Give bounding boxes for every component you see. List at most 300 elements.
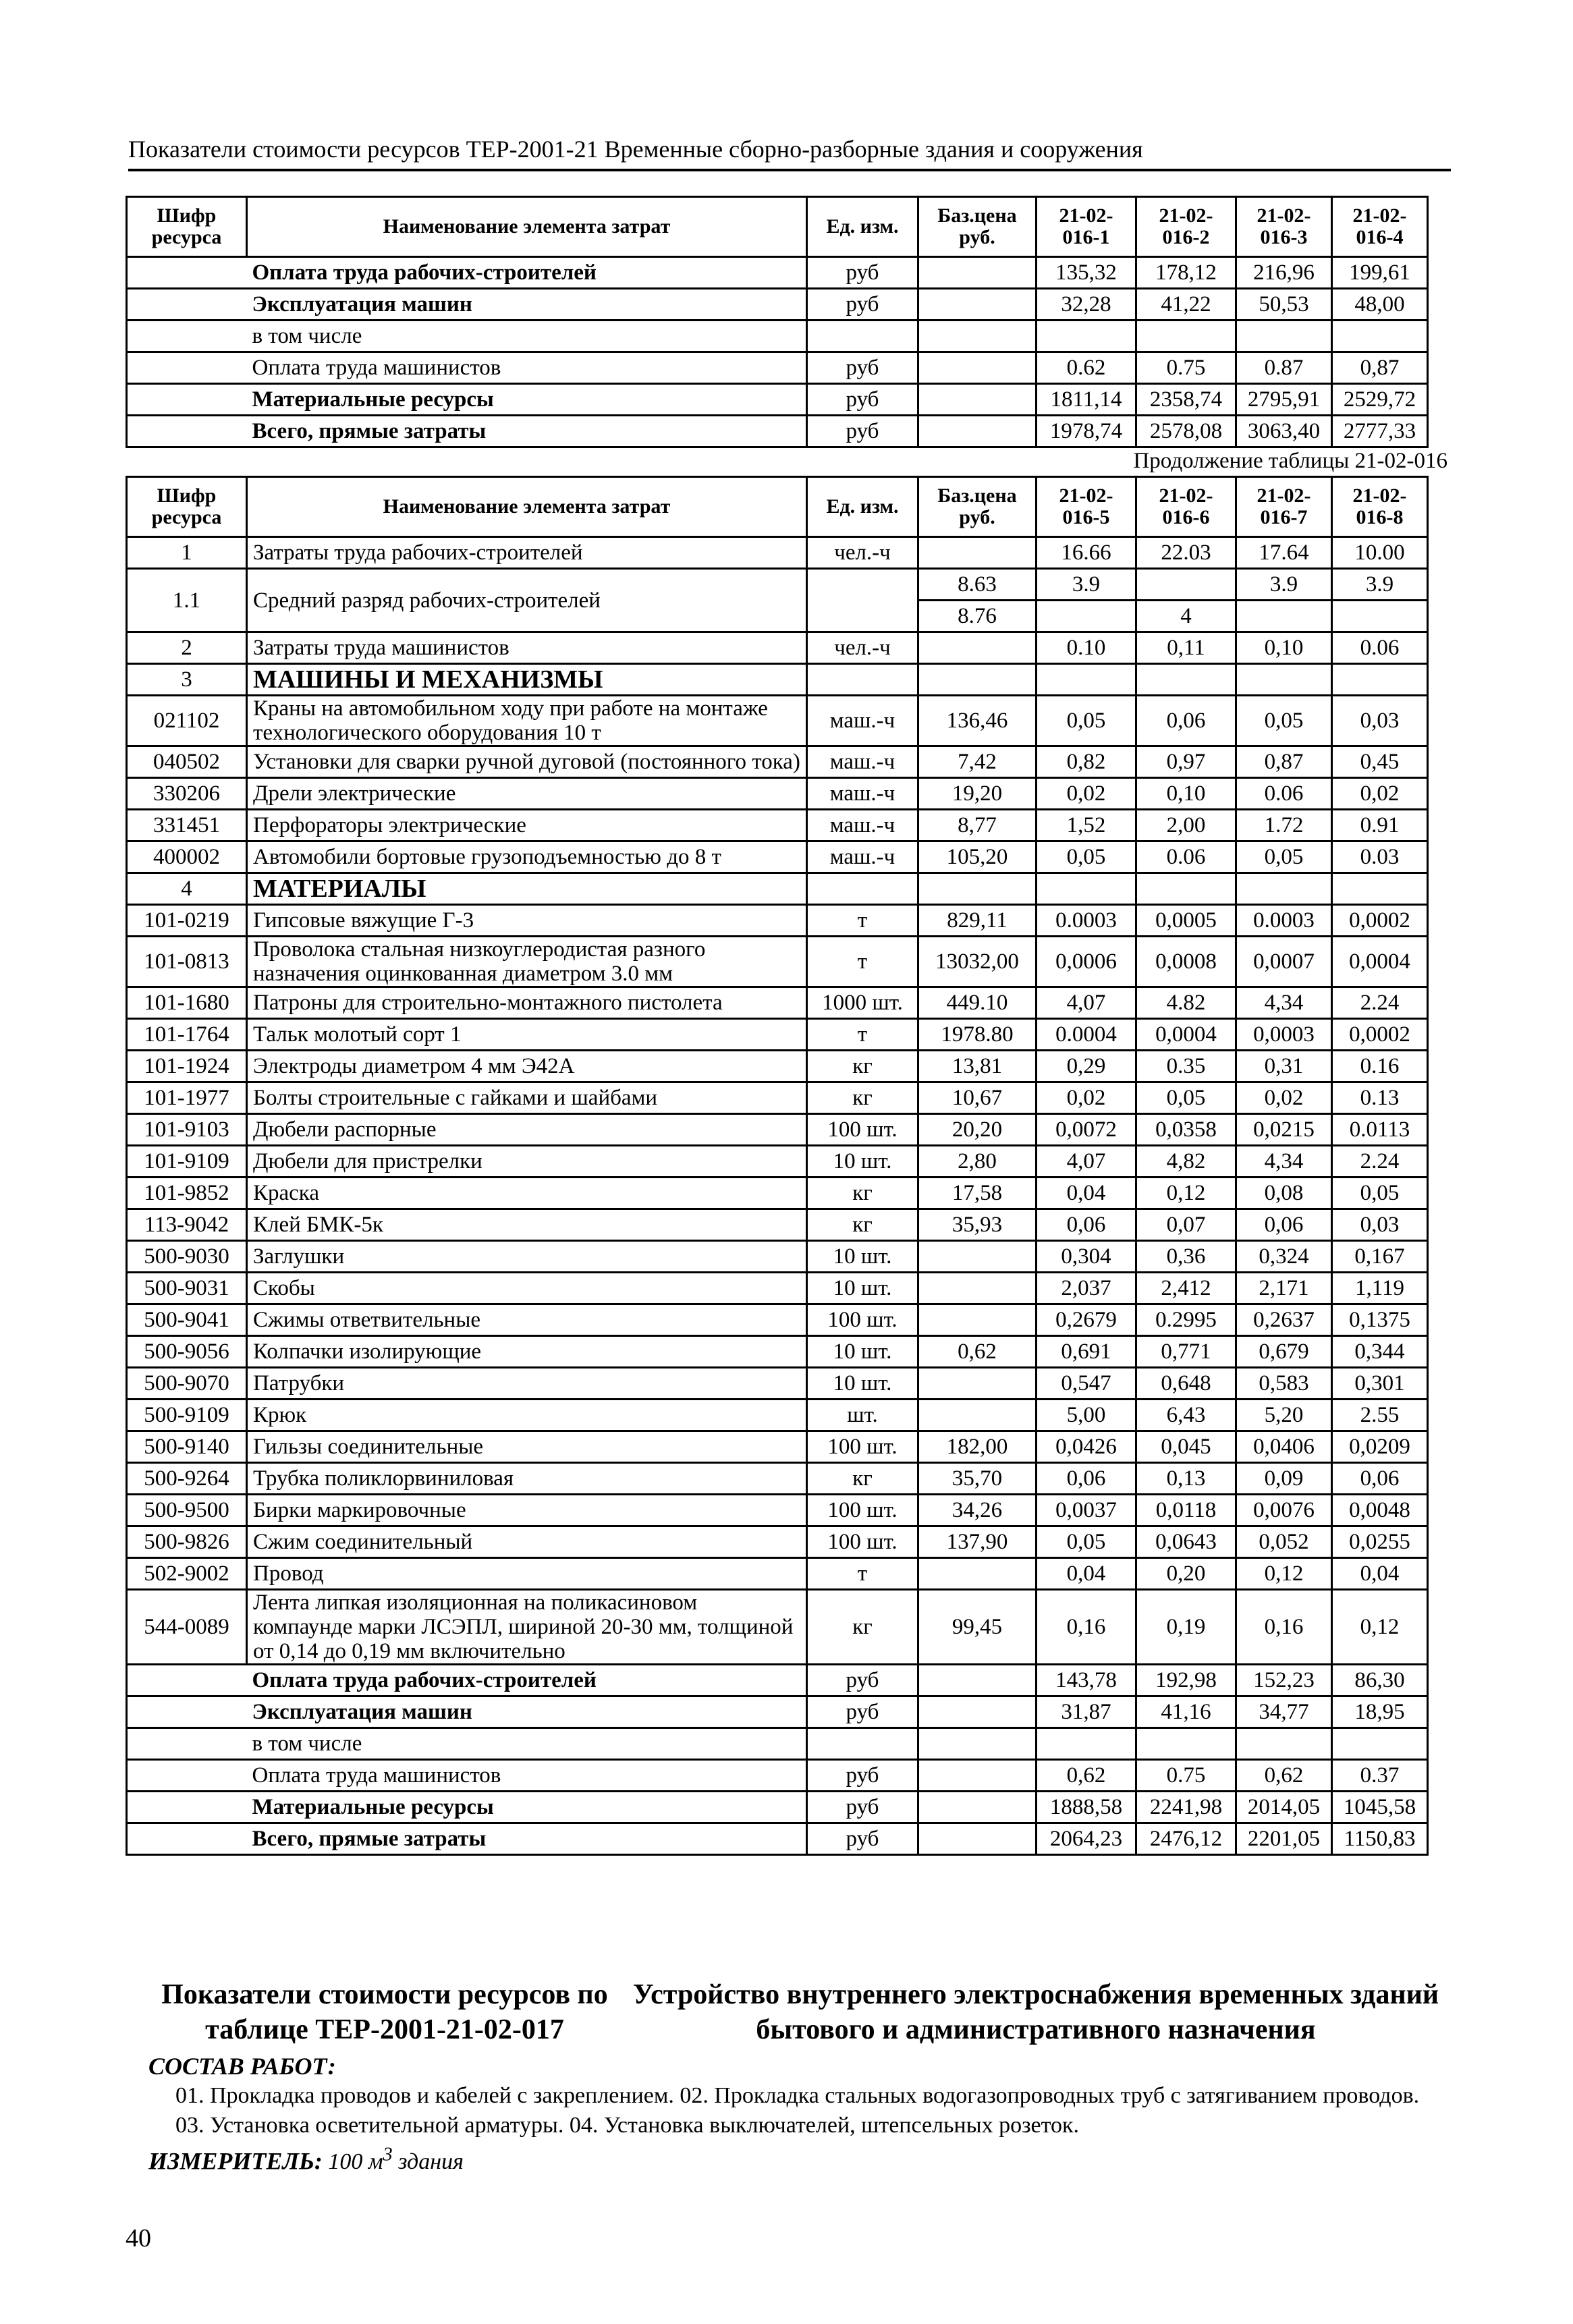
cell-value: 0,09 [1236, 1463, 1332, 1495]
table-row [127, 1368, 1428, 1400]
row-code: 113-9042 [127, 1209, 247, 1241]
cell-value: 0,344 [1332, 1336, 1428, 1368]
cell-value: 0,36 [1136, 1241, 1236, 1273]
cell-value: 2,171 [1236, 1273, 1332, 1304]
row-unit: руб [807, 1792, 918, 1823]
row-code: 500-9826 [127, 1526, 247, 1558]
cell-value: 0.13 [1332, 1082, 1428, 1114]
row-name: Дюбели распорные [247, 1114, 807, 1146]
cell-value: 0.75 [1136, 352, 1236, 384]
row-unit: чел.-ч [807, 537, 918, 569]
cell-value: 2529,72 [1332, 384, 1428, 416]
row-name: в том числе [247, 321, 807, 352]
cell-value: 0.06 [1136, 841, 1236, 873]
row-name: Дрели электрические [247, 778, 807, 810]
row-code: 101-9103 [127, 1114, 247, 1146]
cell-value: 0,06 [1037, 1463, 1136, 1495]
cell-value: 41,16 [1136, 1696, 1236, 1728]
table-row [127, 987, 1428, 1019]
cell-value: 0,0004 [1136, 1019, 1236, 1051]
table-row [127, 746, 1428, 778]
row-code: 101-0219 [127, 905, 247, 937]
cell-value: 2.24 [1332, 987, 1428, 1019]
row-name: Оплата труда рабочих-строителей [247, 1665, 807, 1696]
cell-value: 1978,74 [1037, 416, 1136, 447]
row-unit: 100 шт. [807, 1304, 918, 1336]
cell-value: 0,05 [1037, 696, 1136, 746]
col-header-norm: 21-02-016-3 [1236, 197, 1332, 257]
row-unit: 100 шт. [807, 1431, 918, 1463]
cell-price [918, 1368, 1037, 1400]
cell-value: 2064,23 [1037, 1823, 1136, 1855]
cell-value: 0,16 [1236, 1590, 1332, 1665]
cell-value: 0.75 [1136, 1760, 1236, 1792]
cell-value: 0.16 [1332, 1051, 1428, 1082]
cell-value: 1,119 [1332, 1273, 1428, 1304]
cell-value: 31,87 [1037, 1696, 1136, 1728]
cell-value: 0,04 [1037, 1178, 1136, 1209]
cell-value [1236, 1728, 1332, 1760]
cell-value: 5,00 [1037, 1400, 1136, 1431]
row-code: 101-1680 [127, 987, 247, 1019]
table-row [127, 1209, 1428, 1241]
row-unit: руб [807, 1760, 918, 1792]
table-row [127, 1558, 1428, 1590]
cell-value: 2358,74 [1136, 384, 1236, 416]
row-unit: руб [807, 352, 918, 384]
cell-value: 0,12 [1236, 1558, 1332, 1590]
cell-value: 0,10 [1236, 632, 1332, 664]
row-code: 101-9852 [127, 1178, 247, 1209]
row-unit: руб [807, 1665, 918, 1696]
row-name: Электроды диаметром 4 мм Э42А [247, 1051, 807, 1082]
section-row [127, 664, 1428, 696]
col-header-norm: 21-02-016-4 [1332, 197, 1428, 257]
cell-value: 0,648 [1136, 1368, 1236, 1400]
cell-value: 4,34 [1236, 987, 1332, 1019]
row-code: 331451 [127, 810, 247, 841]
row-unit: руб [807, 1696, 918, 1728]
table-row [127, 1463, 1428, 1495]
cell-price: 137,90 [918, 1526, 1037, 1558]
cell-value: 4,07 [1037, 987, 1136, 1019]
cell-value: 0.06 [1332, 632, 1428, 664]
table-header-row [127, 477, 1428, 537]
cell-value: 0,304 [1037, 1241, 1136, 1273]
table-row [127, 321, 1428, 352]
cell-value: 0,0037 [1037, 1495, 1136, 1526]
table-row [127, 1273, 1428, 1304]
cell-value: 32,28 [1037, 289, 1136, 321]
row-unit: кг [807, 1590, 918, 1665]
table-row [127, 1336, 1428, 1368]
col-header-name: Наименование элемента затрат [247, 197, 807, 257]
cell-value: 2,412 [1136, 1273, 1236, 1304]
cell-value: 2241,98 [1136, 1792, 1236, 1823]
cell-value [1332, 601, 1428, 632]
row-unit: руб [807, 289, 918, 321]
row-code: 400002 [127, 841, 247, 873]
col-header-norm: 21-02-016-1 [1037, 197, 1136, 257]
cell-value: 4 [1136, 601, 1236, 632]
cell-value: 0,2637 [1236, 1304, 1332, 1336]
table-row [127, 905, 1428, 937]
row-name: Материальные ресурсы [247, 1792, 807, 1823]
cell-value: 0,82 [1037, 746, 1136, 778]
cell-value: 0.2995 [1136, 1304, 1236, 1336]
cell-value: 0,02 [1037, 778, 1136, 810]
cell-value: 0,0005 [1136, 905, 1236, 937]
cell-value: 0,97 [1136, 746, 1236, 778]
row-name: Заглушки [247, 1241, 807, 1273]
row-code: 500-9109 [127, 1400, 247, 1431]
cell-value: 0,583 [1236, 1368, 1332, 1400]
row-name: Материальные ресурсы [247, 384, 807, 416]
table-row [127, 257, 1428, 289]
cell-value: 0,13 [1136, 1463, 1236, 1495]
cell-value: 0.06 [1236, 778, 1332, 810]
cell-value [1037, 601, 1136, 632]
col-header-unit: Ед. изм. [807, 477, 918, 537]
total-row [127, 1728, 1428, 1760]
table-continuation-note: Продолжение таблицы 21-02-016 [1133, 449, 1447, 473]
cell-value: 0,05 [1332, 1178, 1428, 1209]
section-row [127, 873, 1428, 905]
cell-value: 2777,33 [1332, 416, 1428, 447]
cell-value: 86,30 [1332, 1665, 1428, 1696]
row-name: Затраты труда машинистов [247, 632, 807, 664]
table-header-row [127, 197, 1428, 257]
cell-value: 0,301 [1332, 1368, 1428, 1400]
cell-price: 8,77 [918, 810, 1037, 841]
cell-value: 0,691 [1037, 1336, 1136, 1368]
cell-value: 0,0008 [1136, 937, 1236, 987]
cell-value: 0,06 [1037, 1209, 1136, 1241]
cell-value: 2201,05 [1236, 1823, 1332, 1855]
row-unit: чел.-ч [807, 632, 918, 664]
cell-value [1236, 601, 1332, 632]
cell-value: 4,82 [1136, 1146, 1236, 1178]
cell-price: 0,62 [918, 1336, 1037, 1368]
cell-value: 0,06 [1136, 696, 1236, 746]
col-header-base-price: Баз.цена руб. [918, 477, 1037, 537]
cell-value: 135,32 [1037, 257, 1136, 289]
row-name: Дюбели для пристрелки [247, 1146, 807, 1178]
cell-value: 34,77 [1236, 1696, 1332, 1728]
row-unit: 10 шт. [807, 1336, 918, 1368]
table-row [127, 696, 1428, 746]
cell-value: 0.0004 [1037, 1019, 1136, 1051]
row-unit: маш.-ч [807, 746, 918, 778]
row-name: Сжим соединительный [247, 1526, 807, 1558]
row-code: 330206 [127, 778, 247, 810]
cell-value: 216,96 [1236, 257, 1332, 289]
row-code: 502-9002 [127, 1558, 247, 1590]
row-name: Патроны для строительно-монтажного пистолета [247, 987, 807, 1019]
cell-value: 3.9 [1236, 569, 1332, 601]
cell-value: 10.00 [1332, 537, 1428, 569]
cell-value: 1.72 [1236, 810, 1332, 841]
row-unit: 10 шт. [807, 1273, 918, 1304]
row-unit: кг [807, 1082, 918, 1114]
table-row [127, 1114, 1428, 1146]
col-header-norm: 21-02-016-5 [1037, 477, 1136, 537]
row-unit: руб [807, 1823, 918, 1855]
cell-value: 0,0255 [1332, 1526, 1428, 1558]
composition-text: 01. Прокладка проводов и кабелей с закреплением. 02. Прокладка стальных водогазопроводных труб с затягиванием проводов. 03. Установка осветительной арматуры. 04. Установка выключателей, штепсельных розеток. [175, 2083, 1420, 2138]
row-unit: 10 шт. [807, 1241, 918, 1273]
cell-value: 0,06 [1236, 1209, 1332, 1241]
row-unit [807, 1728, 918, 1760]
cell-value: 0,0003 [1236, 1019, 1332, 1051]
summary-table-016-1-4 [126, 196, 1429, 448]
cell-value: 192,98 [1136, 1665, 1236, 1696]
row-code: 040502 [127, 746, 247, 778]
next-table-title: Показатели стоимости ресурсов по таблице ТЕР-2001-21-02-017 [161, 1979, 608, 2045]
row-name: Автомобили бортовые грузоподъемностью до 8 т [247, 841, 807, 873]
cell-value: 0.0003 [1236, 905, 1332, 937]
cell-value: 0.37 [1332, 1760, 1428, 1792]
cell-value: 16.66 [1037, 537, 1136, 569]
cell-price: 13032,00 [918, 937, 1037, 987]
cell-price [918, 1241, 1037, 1273]
cell-price: 8.76 [918, 601, 1037, 632]
cell-price: 449.10 [918, 987, 1037, 1019]
row-name: Установки для сварки ручной дуговой (постоянного тока) [247, 746, 807, 778]
table-row [127, 537, 1428, 569]
total-row [127, 1696, 1428, 1728]
row-name: Крюк [247, 1400, 807, 1431]
row-unit: маш.-ч [807, 778, 918, 810]
cell-value: 0,324 [1236, 1241, 1332, 1273]
cell-value: 0,03 [1332, 1209, 1428, 1241]
row-name: Эксплуатация машин [247, 1696, 807, 1728]
cell-value: 5,20 [1236, 1400, 1332, 1431]
cell-value: 0,05 [1037, 1526, 1136, 1558]
cell-value: 48,00 [1332, 289, 1428, 321]
section-code: 3 [127, 664, 247, 696]
cell-value: 0,29 [1037, 1051, 1136, 1082]
section-title: МАТЕРИАЛЫ [247, 873, 807, 905]
cell-value: 0,87 [1236, 746, 1332, 778]
cell-value: 0,12 [1332, 1590, 1428, 1665]
cell-value: 2578,08 [1136, 416, 1236, 447]
cell-value: 0,0002 [1332, 1019, 1428, 1051]
row-unit: т [807, 1019, 918, 1051]
cell-value: 6,43 [1136, 1400, 1236, 1431]
table-row [127, 778, 1428, 810]
cell-value: 0,62 [1236, 1760, 1332, 1792]
section-title: МАШИНЫ И МЕХАНИЗМЫ [247, 664, 807, 696]
row-name: Краска [247, 1178, 807, 1209]
cell-value: 0,0007 [1236, 937, 1332, 987]
table-row [127, 1019, 1428, 1051]
col-header-norm: 21-02-016-6 [1136, 477, 1236, 537]
total-row [127, 1823, 1428, 1855]
row-name: Оплата труда рабочих-строителей [247, 257, 807, 289]
table-row [127, 1495, 1428, 1526]
row-name: Оплата труда машинистов [247, 1760, 807, 1792]
row-unit: кг [807, 1209, 918, 1241]
row-code: 101-0813 [127, 937, 247, 987]
cell-value: 0,06 [1332, 1463, 1428, 1495]
table-row [127, 810, 1428, 841]
page-number: 40 [126, 2224, 151, 2252]
cell-value: 0,02 [1037, 1082, 1136, 1114]
total-row [127, 1792, 1428, 1823]
cell-value: 0,02 [1236, 1082, 1332, 1114]
cell-value: 0,87 [1332, 352, 1428, 384]
col-header-norm: 21-02-016-8 [1332, 477, 1428, 537]
cell-price: 829,11 [918, 905, 1037, 937]
cell-value: 0,02 [1332, 778, 1428, 810]
cell-value: 0,20 [1136, 1558, 1236, 1590]
row-name: Краны на автомобильном ходу при работе на монтаже технологического оборудования 10 т [247, 696, 807, 746]
cell-value: 0,0358 [1136, 1114, 1236, 1146]
cell-value: 0,547 [1037, 1368, 1136, 1400]
total-row [127, 1760, 1428, 1792]
cell-value: 0,05 [1037, 841, 1136, 873]
cell-price: 19,20 [918, 778, 1037, 810]
row-unit: кг [807, 1463, 918, 1495]
table-row [127, 1431, 1428, 1463]
table-row [127, 1082, 1428, 1114]
table-row [127, 352, 1428, 384]
row-name: Средний разряд рабочих-строителей [247, 569, 807, 632]
row-code: 500-9264 [127, 1463, 247, 1495]
row-unit: 100 шт. [807, 1495, 918, 1526]
cell-value: 0,167 [1332, 1241, 1428, 1273]
cell-value: 178,12 [1136, 257, 1236, 289]
cell-value: 2795,91 [1236, 384, 1332, 416]
cell-value: 199,61 [1332, 257, 1428, 289]
row-unit: 1000 шт. [807, 987, 918, 1019]
row-name: Гильзы соединительные [247, 1431, 807, 1463]
cell-value: 3.9 [1332, 569, 1428, 601]
cell-value: 0.35 [1136, 1051, 1236, 1082]
cell-value: 0.0113 [1332, 1114, 1428, 1146]
row-unit: маш.-ч [807, 841, 918, 873]
cell-value: 0.03 [1332, 841, 1428, 873]
cell-value: 18,95 [1332, 1696, 1428, 1728]
row-unit: кг [807, 1051, 918, 1082]
cell-price [918, 1273, 1037, 1304]
row-unit: 100 шт. [807, 1114, 918, 1146]
row-name: Оплата труда машинистов [247, 352, 807, 384]
cell-value: 4,07 [1037, 1146, 1136, 1178]
cell-value: 0,12 [1136, 1178, 1236, 1209]
cell-value: 0,0004 [1332, 937, 1428, 987]
row-unit: маш.-ч [807, 696, 918, 746]
cell-value: 0,0406 [1236, 1431, 1332, 1463]
row-name: Клей БМК-5к [247, 1209, 807, 1241]
row-name: Трубка поликлорвиниловая [247, 1463, 807, 1495]
row-code: 101-9109 [127, 1146, 247, 1178]
row-name: Лента липкая изоляционная на поликасиновом компаунде марки ЛСЭПЛ, шириной 20-30 мм, толщиной от 0,14 до 0,19 мм включительно [247, 1590, 807, 1665]
running-header: Показатели стоимости ресурсов ТЕР-2001-21 Временные сборно-разборные здания и сооружения [128, 135, 1451, 171]
meter-value: 100 $м^3$ здания [328, 2145, 464, 2175]
cell-price: 105,20 [918, 841, 1037, 873]
row-code: 021102 [127, 696, 247, 746]
table-row [127, 1304, 1428, 1336]
cell-value: 0.87 [1236, 352, 1332, 384]
row-code: 1 [127, 537, 247, 569]
row-unit: 10 шт. [807, 1368, 918, 1400]
col-header-name: Наименование элемента затрат [247, 477, 807, 537]
cell-value: 0,45 [1332, 746, 1428, 778]
cell-value: 1150,83 [1332, 1823, 1428, 1855]
cell-value: 0.0003 [1037, 905, 1136, 937]
cell-value: 152,23 [1236, 1665, 1332, 1696]
cell-value: 0,11 [1136, 632, 1236, 664]
table-row [127, 416, 1428, 447]
cell-value: 2476,12 [1136, 1823, 1236, 1855]
row-code: 500-9030 [127, 1241, 247, 1273]
table-row [127, 384, 1428, 416]
cell-value: 0.91 [1332, 810, 1428, 841]
cell-price [918, 1304, 1037, 1336]
table-row [127, 569, 1428, 601]
cell-value [1332, 1728, 1428, 1760]
table-row [127, 1526, 1428, 1558]
cell-price: 35,70 [918, 1463, 1037, 1495]
cell-value: 0,05 [1236, 696, 1332, 746]
cell-value: 0,0118 [1136, 1495, 1236, 1526]
row-unit: шт. [807, 1400, 918, 1431]
cell-price: 34,26 [918, 1495, 1037, 1526]
cell-price: 8.63 [918, 569, 1037, 601]
cell-value: 2.24 [1332, 1146, 1428, 1178]
row-unit: т [807, 905, 918, 937]
cell-price: 20,20 [918, 1114, 1037, 1146]
cell-price: 13,81 [918, 1051, 1037, 1082]
cell-price: 7,42 [918, 746, 1037, 778]
table-row [127, 1178, 1428, 1209]
cell-value: 0,10 [1136, 778, 1236, 810]
row-code: 544-0089 [127, 1590, 247, 1665]
row-name: Перфораторы электрические [247, 810, 807, 841]
row-code: 500-9500 [127, 1495, 247, 1526]
row-code: 500-9140 [127, 1431, 247, 1463]
row-name: Тальк молотый сорт 1 [247, 1019, 807, 1051]
total-row [127, 1665, 1428, 1696]
cell-value: 41,22 [1136, 289, 1236, 321]
cell-value: 0,045 [1136, 1431, 1236, 1463]
cell-value: 4,34 [1236, 1146, 1332, 1178]
cell-value: 2,037 [1037, 1273, 1136, 1304]
row-name: Сжимы ответвительные [247, 1304, 807, 1336]
row-code: 101-1977 [127, 1082, 247, 1114]
cell-value: 0,62 [1037, 1760, 1136, 1792]
cell-value: 0,052 [1236, 1526, 1332, 1558]
row-unit: маш.-ч [807, 810, 918, 841]
cell-value: 4.82 [1136, 987, 1236, 1019]
cell-value: 3063,40 [1236, 416, 1332, 447]
table-row [127, 289, 1428, 321]
cell-value: 0,2679 [1037, 1304, 1136, 1336]
section-code: 4 [127, 873, 247, 905]
cell-value: 50,53 [1236, 289, 1332, 321]
cell-value: 0,0002 [1332, 905, 1428, 937]
row-code: 500-9031 [127, 1273, 247, 1304]
cell-value: 0,19 [1136, 1590, 1236, 1665]
row-name: Всего, прямые затраты [247, 416, 807, 447]
table-row [127, 1051, 1428, 1082]
col-header-norm: 21-02-016-7 [1236, 477, 1332, 537]
cell-value: 1888,58 [1037, 1792, 1136, 1823]
row-code: 500-9041 [127, 1304, 247, 1336]
row-name: Гипсовые вяжущие Г-3 [247, 905, 807, 937]
